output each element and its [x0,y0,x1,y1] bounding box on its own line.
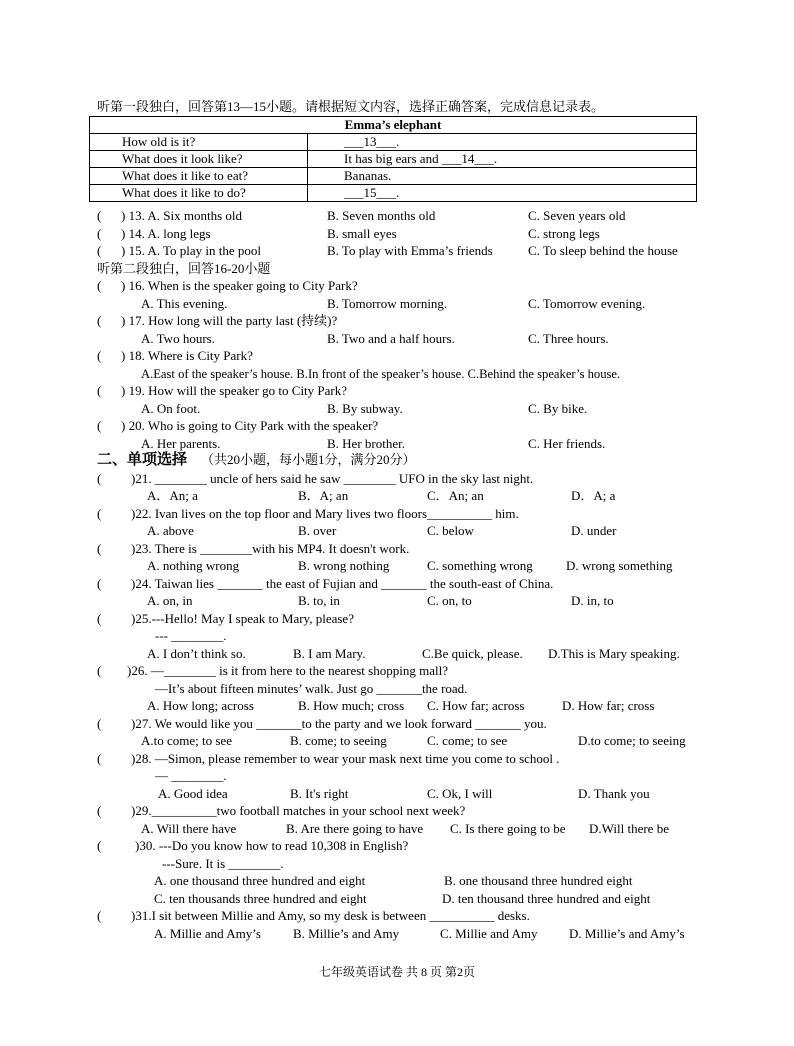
question-27-stem: )27. We would like you _______to the party and we look forward _______ you. [131,716,547,731]
answer-paren: ( [97,716,102,731]
question-19-option-b: B. By subway. [327,401,403,416]
listening-intro-2: 听第二段独白，回答16-20小题 [97,261,271,276]
question-29-option-b: B. Are there going to have [286,821,424,836]
info-record-table [89,116,697,202]
answer-paren: ( [97,541,102,556]
question-31-option-d: D. Millie’s and Amy’s [569,926,685,941]
question-29-stem: )29.__________two football matches in your school next week? [131,803,466,818]
table-question: What does it look like? [90,151,308,168]
table-answer: ___15___. [308,185,697,202]
page-footer: 七年级英语试卷 共 8 页 第2页 [318,965,475,979]
question-26-option-a: A. How long; across [147,698,254,713]
question-24-option-a: A. on, in [147,593,193,608]
section-2-heading [97,451,416,469]
question-22-stem: )22. Ivan lives on the top floor and Mary lives two floors__________ him. [131,506,519,521]
question-21-option-c: C．An; an [427,488,484,503]
question-31-stem: )31.I sit between Millie and Amy, so my desk is between __________ desks. [131,908,530,923]
listening-intro-1: 听第一段独白，回答第13—15小题。请根据短文内容，选择正确答案，完成信息记录表。 [97,99,605,114]
question-30-dialog-line: ---Sure. It is ________. [162,856,284,871]
question-21-option-b: B．A; an [298,488,349,503]
question-29-option-c: C. Is there going to be [450,821,566,836]
question-29-option-a: A. Will there have [141,821,237,836]
question-26-stem: )26. —________ is it from here to the nearest shopping mall? [127,663,448,678]
question-25-option-a: A. I don’t think so. [147,646,246,661]
question-27-option-b: B. come; to seeing [290,733,387,748]
question-25-option-d: D.This is Mary speaking. [548,646,680,661]
question-23-option-c: C. something wrong [427,558,533,573]
table-row [90,168,697,185]
question-17-stem: ) 17. How long will the party last (持续)? [121,313,338,328]
answer-paren: ( [97,751,102,766]
question-30-option-b: B. one thousand three hundred eight [444,873,633,888]
question-16-option-c: C. Tomorrow evening. [528,296,646,311]
answer-paren: ( [97,278,102,293]
question-22-option-d: D. under [571,523,617,538]
question-16-option-a: A. This evening. [141,296,228,311]
answer-paren: ( [97,226,102,241]
answer-paren: ( [97,576,102,591]
question-23-option-a: A. nothing wrong [147,558,240,573]
question-20-option-a: A. Her parents. [141,436,221,451]
answer-paren: ( [97,208,102,223]
question-26-option-d: D. How far; cross [562,698,655,713]
question-27-option-c: C. come; to see [427,733,508,748]
question-13-option-c: C. Seven years old [528,208,626,223]
question-14-option-b: B. small eyes [327,226,397,241]
question-22-option-b: B. over [298,523,337,538]
question-31-option-a: A. Millie and Amy’s [154,926,261,941]
question-28-option-c: C. Ok, I will [427,786,493,801]
question-15-option-b: B. To play with Emma’s friends [327,243,493,258]
question-19-option-a: A. On foot. [141,401,201,416]
question-27-option-a: A.to come; to see [141,733,232,748]
question-15-stem: ) 15. A. To play in the pool [121,243,262,258]
question-28-option-a: A. Good idea [158,786,228,801]
question-17-option-a: A. Two hours. [141,331,215,346]
question-13-option-b: B. Seven months old [327,208,436,223]
answer-paren: ( [97,506,102,521]
question-24-option-c: C. on, to [427,593,472,608]
question-23-option-b: B. wrong nothing [298,558,390,573]
table-question: What does it like to eat? [90,168,308,185]
question-29-option-d: D.Will there be [589,821,669,836]
question-17-option-c: C. Three hours. [528,331,609,346]
question-26-dialog-line: —It’s about fifteen minutes’ walk. Just go _______the road. [155,681,468,696]
answer-paren: ( [97,418,102,433]
question-24-stem: )24. Taiwan lies _______ the east of Fujian and _______ the south-east of China. [131,576,554,591]
question-19-option-c: C. By bike. [528,401,588,416]
question-21-option-a: A．An; a [147,488,198,503]
question-28-option-d: D. Thank you [578,786,650,801]
question-24-option-d: D. in, to [571,593,614,608]
answer-paren: ( [97,803,102,818]
question-25-option-c: C.Be quick, please. [422,646,523,661]
question-20-option-b: B. Her brother. [327,436,405,451]
question-27-option-d: D.to come; to seeing [578,733,686,748]
question-30-option-c: C. ten thousands three hundred and eight [154,891,367,906]
question-30-option-d: D. ten thousand three hundred and eight [442,891,651,906]
question-20-option-c: C. Her friends. [528,436,606,451]
question-18-options: A.East of the speaker’s house. B.In front of the speaker’s house. C.Behind the speaker’s house. [141,367,621,381]
question-25-stem: )25.---Hello! May I speak to Mary, please? [131,611,354,626]
question-30-stem: )30. ---Do you know how to read 10,308 in English? [135,838,409,853]
question-28-dialog-line: — ________. [155,768,227,783]
question-13-stem: ) 13. A. Six months old [121,208,242,223]
answer-paren: ( [97,471,102,486]
answer-paren: ( [97,908,102,923]
question-22-option-a: A. above [147,523,194,538]
table-row [90,185,697,202]
question-18-stem: ) 18. Where is City Park? [121,348,253,363]
table-answer: It has big ears and ___14___. [308,151,697,168]
answer-paren: ( [97,663,102,678]
answer-paren: ( [97,243,102,258]
table-row [90,134,697,151]
question-21-stem: )21. ________ uncle of hers said he saw ________ UFO in the sky last night. [131,471,534,486]
section-2-note: （共20小题，每小题1分，满分20分） [201,452,416,467]
question-28-stem: )28. —Simon, please remember to wear your mask next time you come to school . [131,751,560,766]
answer-paren: ( [97,611,102,626]
question-26-option-b: B. How much; cross [298,698,405,713]
question-14-option-c: C. strong legs [528,226,600,241]
question-25-dialog-line: --- ________. [155,628,227,643]
answer-paren: ( [97,383,102,398]
question-26-option-c: C. How far; across [427,698,525,713]
answer-paren: ( [97,313,102,328]
question-23-option-d: D. wrong something [566,558,673,573]
question-23-stem: )23. There is ________with his MP4. It doesn't work. [131,541,410,556]
question-17-option-b: B. Two and a half hours. [327,331,455,346]
question-31-option-b: B. Millie’s and Amy [293,926,400,941]
question-19-stem: ) 19. How will the speaker go to City Park? [121,383,348,398]
question-31-option-c: C. Millie and Amy [440,926,538,941]
answer-paren: ( [97,348,102,363]
question-22-option-c: C. below [427,523,474,538]
table-answer: ___13___. [308,134,697,151]
section-2-title: 二、单项选择 [97,452,188,468]
table-question: How old is it? [90,134,308,151]
question-16-stem: ) 16. When is the speaker going to City Park? [121,278,358,293]
table-answer: Bananas. [308,168,697,185]
question-25-option-b: B. I am Mary. [293,646,366,661]
table-row [90,151,697,168]
question-30-option-a: A. one thousand three hundred and eight [154,873,366,888]
question-24-option-b: B. to, in [298,593,340,608]
table-title: Emma’s elephant [90,117,697,134]
question-21-option-d: D．A; a [571,488,616,503]
question-14-stem: ) 14. A. long legs [121,226,211,241]
question-20-stem: ) 20. Who is going to City Park with the speaker? [121,418,379,433]
question-28-option-b: B. It's right [290,786,349,801]
question-16-option-b: B. Tomorrow morning. [327,296,448,311]
table-question: What does it like to do? [90,185,308,202]
question-15-option-c: C. To sleep behind the house [528,243,678,258]
answer-paren: ( [97,838,102,853]
